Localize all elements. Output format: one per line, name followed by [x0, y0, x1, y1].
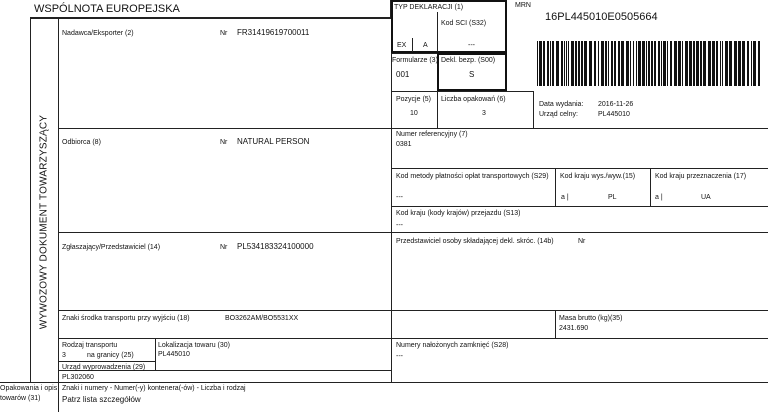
exporter-nr-label: Nr [220, 30, 228, 37]
issue-date-label: Data wydania: [539, 101, 584, 108]
gross-mass-value: 2431.690 [559, 325, 589, 332]
barcode-bar [608, 41, 609, 86]
barcode-bar [552, 41, 554, 86]
divider [0, 382, 768, 383]
barcode-bar [663, 41, 666, 86]
barcode-bar [642, 41, 645, 86]
border-transport-label: Rodzaj transportu [62, 342, 118, 349]
barcode-bar [575, 41, 577, 86]
barcode-bar [618, 41, 620, 86]
center-divider [391, 18, 392, 382]
barcode-bar [566, 41, 567, 86]
items-value: 10 [410, 110, 418, 117]
document-vertical-title: WYWOZOWY DOKUMENT TOWARZYSZĄCY [38, 114, 50, 330]
transport-exit-label: Znaki środka transportu przy wyjściu (18) [62, 315, 190, 322]
divider [391, 206, 768, 207]
barcode-bar [654, 41, 656, 86]
representative-nr-label: Nr [578, 238, 586, 245]
divider [437, 12, 438, 52]
seals-value: --- [396, 353, 403, 360]
barcode-bar [638, 41, 641, 86]
barcode-bar [738, 41, 741, 86]
border-transport-suffix: na granicy (25) [87, 352, 134, 359]
barcode-bar [589, 41, 592, 86]
barcode-bar [742, 41, 745, 86]
consignee-nr-label: Nr [220, 139, 228, 146]
barcode-bar [561, 41, 563, 86]
barcode-bar [611, 41, 613, 86]
barcode-bar [658, 41, 660, 86]
barcode-bar [678, 41, 681, 86]
mrn-value: 16PL445010E0505664 [545, 11, 658, 23]
divider [391, 168, 768, 169]
divider [533, 91, 534, 128]
transit-countries-value: --- [396, 222, 403, 229]
transit-countries-label: Kod kraju (kody krajów) przejazdu (S13) [396, 210, 521, 217]
packaging-label-line2: towarów (31) [0, 395, 41, 402]
goods-location-value: PL445010 [158, 351, 190, 358]
customs-office-label: Urząd celny: [539, 111, 578, 118]
page-title: WSPÓLNOTA EUROPEJSKA [34, 3, 180, 15]
declarant-nr-value: PL534183324100000 [237, 242, 314, 251]
barcode-bar [670, 41, 672, 86]
divider [58, 310, 768, 311]
divider [437, 91, 438, 128]
barcode-bar [537, 41, 538, 86]
barcode-bar [758, 41, 760, 86]
barcode-bar [605, 41, 607, 86]
barcode-bar [651, 41, 653, 86]
forms-value: 001 [396, 70, 410, 79]
barcode-bar [636, 41, 637, 86]
security-declaration-label: Dekl. bezp. (S00) [441, 57, 496, 64]
divider [58, 338, 768, 339]
sci-code-label: Kod SCI (S32) [441, 20, 487, 27]
marks-numbers-label: Znaki i numery - Numer(-y) kontenera(-ów) - Liczba i rodzaj [62, 385, 246, 392]
exit-office-value: PL302060 [62, 374, 94, 381]
barcode-bar [667, 41, 668, 86]
barcode-bar [578, 41, 580, 86]
barcode-bar [621, 41, 624, 86]
barcode-bar [601, 41, 604, 86]
representative-label: Przedstawiciel osoby składającej dekl. skróc. (14b) [396, 238, 554, 245]
divider [650, 168, 651, 206]
barcode-bar [556, 41, 559, 86]
transport-charges-value: --- [396, 194, 403, 201]
barcode-bar [614, 41, 616, 86]
forms-label: Formularze (3) [392, 57, 438, 64]
barcode-bar [581, 41, 583, 86]
divider [391, 53, 437, 54]
marks-numbers-value: Patrz lista szczegółów [62, 395, 141, 404]
barcode-bar [564, 41, 565, 86]
barcode-bar [708, 41, 711, 86]
barcode-bar [547, 41, 549, 86]
barcode-bar [696, 41, 699, 86]
barcode-bar [734, 41, 737, 86]
left-border [30, 18, 31, 382]
divider [391, 91, 533, 92]
declaration-type-value-a: A [423, 42, 428, 49]
consignee-nr-value: NATURAL PERSON [237, 137, 310, 146]
barcode-bar [633, 41, 634, 86]
seals-label: Numery nałożonych zamknięć (S28) [396, 342, 509, 349]
divider [58, 128, 768, 129]
barcode-bar [571, 41, 574, 86]
barcode-bar [716, 41, 718, 86]
transport-exit-value: BO3262AM/BO5531XX [225, 315, 299, 322]
barcode-bar [568, 41, 569, 86]
barcode-bar [539, 41, 542, 86]
declarant-nr-label: Nr [220, 244, 228, 251]
barcode-bar [661, 41, 662, 86]
packaging-label-line1: Opakowania i opis [0, 385, 58, 392]
barcode-bar [543, 41, 545, 86]
divider [58, 232, 768, 233]
dispatch-country-label: Kod kraju wys./wyw.(15) [560, 173, 636, 180]
gross-mass-label: Masa brutto (kg)(35) [559, 315, 623, 322]
declarant-label: Zgłaszający/Przedstawiciel (14) [62, 244, 161, 251]
sci-code-value: --- [468, 42, 475, 49]
barcode-bar [584, 41, 587, 86]
dispatch-country-value: PL [608, 194, 617, 201]
barcode-bar [753, 41, 756, 86]
barcode-bar [626, 41, 629, 86]
divider [58, 361, 155, 362]
exporter-label: Nadawca/Eksporter (2) [62, 30, 134, 37]
vertical-strip-border [58, 18, 59, 412]
barcode-bar [722, 41, 723, 86]
destination-country-value: UA [701, 194, 711, 201]
packages-value: 3 [482, 110, 486, 117]
barcode-bar [674, 41, 677, 86]
barcode-bar [685, 41, 688, 86]
barcode-bar [648, 41, 650, 86]
exit-office-label: Urząd wyprowadzenia (29) [62, 364, 146, 371]
reference-value: 0381 [396, 141, 412, 148]
barcode-bar [747, 41, 749, 86]
declaration-type-label: TYP DEKLARACJI (1) [394, 4, 464, 11]
barcode-bar [700, 41, 702, 86]
barcode-bar [729, 41, 732, 86]
barcode-bar [598, 41, 599, 86]
destination-country-a: a | [655, 194, 663, 201]
barcode-bar [751, 41, 752, 86]
packages-label: Liczba opakowań (6) [441, 96, 506, 103]
divider [155, 338, 156, 370]
barcode-bar [725, 41, 728, 86]
barcode-bar [703, 41, 706, 86]
barcode-bar [550, 41, 551, 86]
barcode-bar [689, 41, 692, 86]
barcode-bar [646, 41, 647, 86]
divider [412, 38, 413, 52]
security-declaration-value: S [469, 70, 475, 79]
declaration-type-value-ex: EX [397, 42, 407, 49]
barcode-bar [682, 41, 683, 86]
divider [30, 18, 391, 19]
goods-location-label: Lokalizacja towaru (30) [158, 342, 230, 349]
divider [555, 168, 556, 206]
reference-label: Numer referencyjny (7) [396, 131, 468, 138]
dispatch-country-a: a | [561, 194, 569, 201]
barcode-bar [712, 41, 715, 86]
destination-country-label: Kod kraju przeznaczenia (17) [655, 173, 747, 180]
barcode-bar [594, 41, 596, 86]
items-label: Pozycje (5) [396, 96, 432, 103]
border-transport-value: 3 [62, 352, 66, 359]
barcode-bar [630, 41, 631, 86]
customs-office-value: PL445010 [598, 111, 630, 118]
mrn-barcode [537, 41, 761, 86]
consignee-label: Odbiorca (8) [62, 139, 101, 146]
barcode-bar [693, 41, 695, 86]
divider [555, 310, 556, 338]
exporter-nr-value: FR31419619700011 [237, 28, 310, 37]
transport-charges-label: Kod metody płatności opłat transportowych (S29) [396, 173, 549, 180]
barcode-bar [720, 41, 721, 86]
mrn-label: MRN [515, 2, 531, 9]
issue-date-value: 2016-11-26 [598, 101, 634, 108]
